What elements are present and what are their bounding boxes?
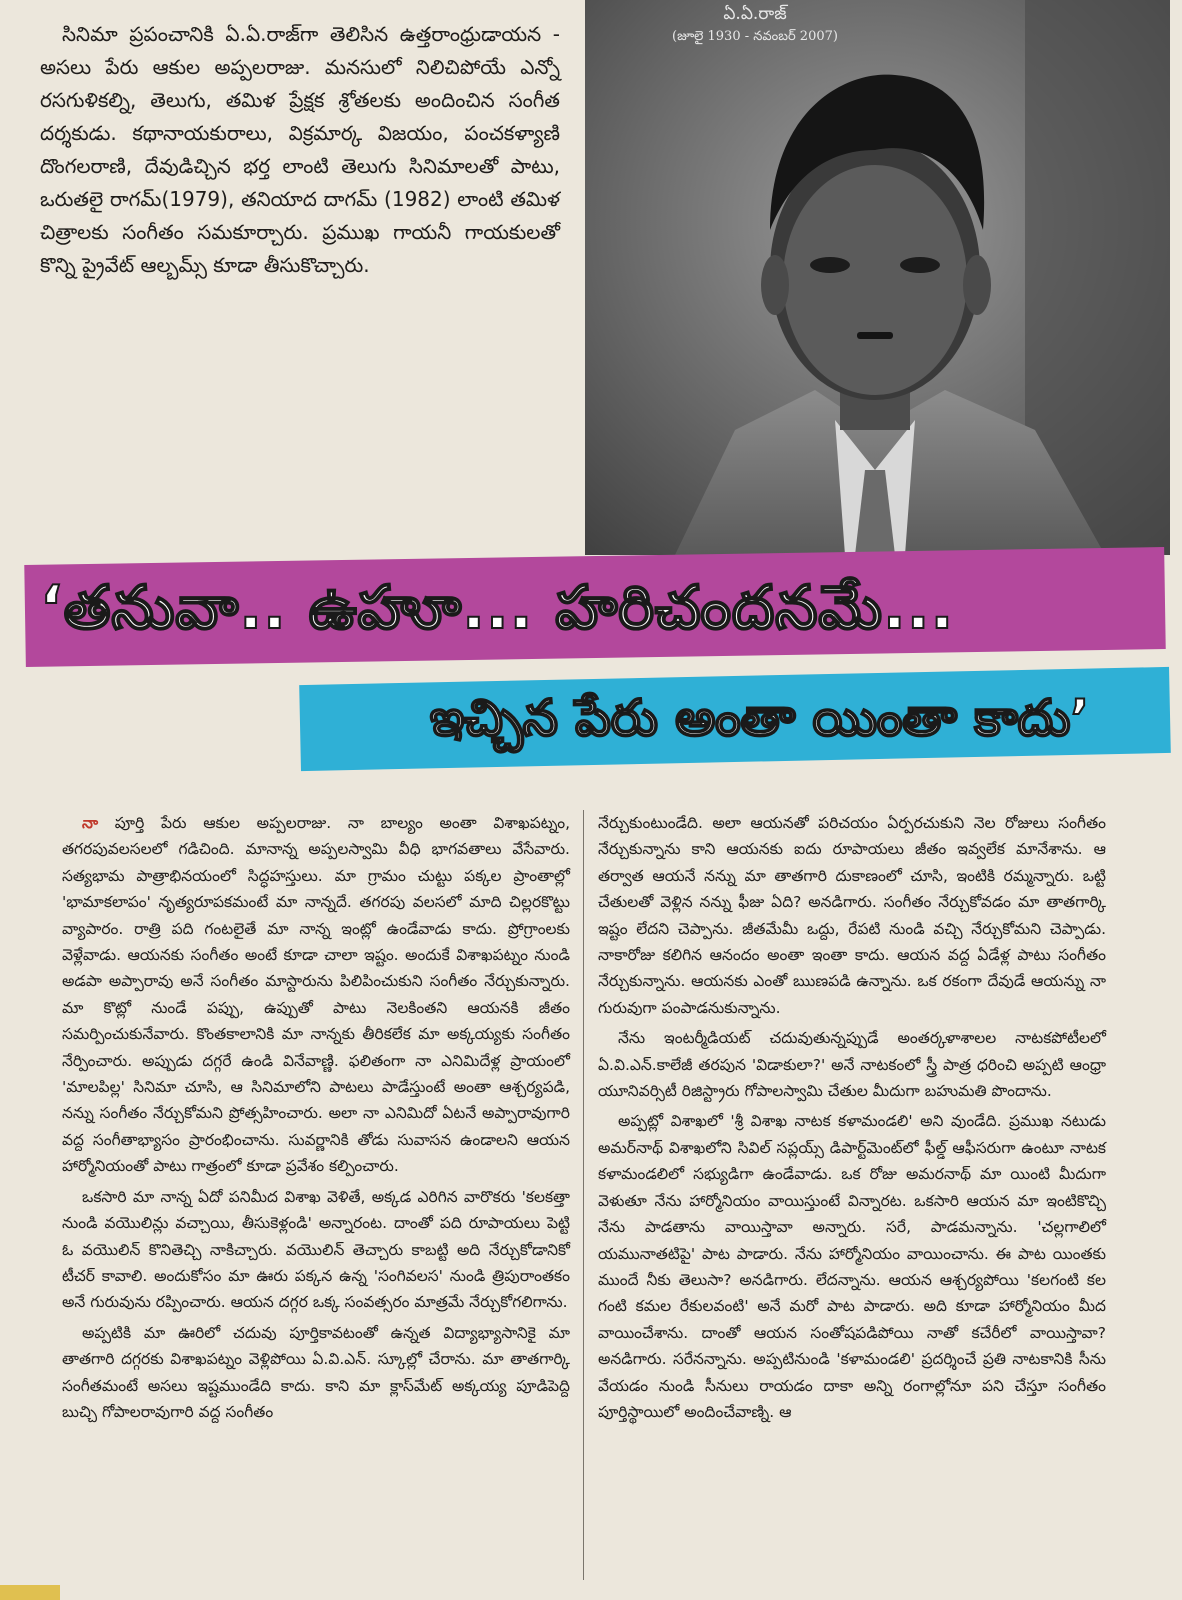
- article-column-right: [598, 810, 1106, 1429]
- portrait-illustration: [585, 0, 1170, 555]
- article-paragraph: నేర్చుకుంటుండేది. అలా ఆయనతో పరిచయం ఏర్పరచుకుని నెల రోజులు సంగీతం నేర్చుకున్నాను కాని ఆయనకు ఐదు రూపాయలు జీతం ఇవ్వలేక మానేశాను. ఆ తర్వాత ఆయనే నన్ను మా తాతగారి దుకాణంలో చూసి, ఇంటికి రమ్మన్నారు. ఒట్టి చేతులతో వెళ్లిన నన్ను ఫీజు ఏది? అనడిగారు. సంగీతం నేర్చుకోవడం మా తాతగార్కి ఇష్టం లేదని చెప్పాను. జీతమేమీ ఒద్దు, రేపటి నుండి వచ్చి నేర్చుకోమని చెప్పాడు. నాకారోజు కలిగిన ఆనందం అంతా ఇంతా కాదు. ఆయన వద్ద ఏడేళ్ల పాటు సంగీతం నేర్చుకున్నాను. ఆయనకు ఎంతో ఋణపడి ఉన్నాను. ఒక రకంగా దేవుడే ఆయన్ను నా గురువుగా పంపాడనుకున్నాను.: [598, 814, 1106, 1017]
- photo-caption-dates: (జూలై 1930 - నవంబర్ 2007): [672, 29, 838, 44]
- intro-paragraph: [40, 18, 560, 282]
- article-paragraph: ఒకసారి మా నాన్న ఏదో పనిమీద విశాఖ వెళితే, అక్కడ ఎరిగిన వారొకరు 'కలకత్తా నుండి వయొలిన్లు వచ్చాయి, తీసుకెళ్లండి' అన్నారంట. దాంతో పది రూపాయలు పెట్టి ఓ వయొలిన్ కొనితెచ్చి నాకిచ్చారు. వయొలిన్ తెచ్చారు కాబట్టి అది నేర్చుకోడానికో టీచర్ కావాలి. అందుకోసం మా ఊరు పక్కన ఉన్న 'సంగివలస' నుండి త్రిపురాంతకం అనే గురువును రప్పించారు. ఆయన దగ్గర ఒక్క సంవత్సరం మాత్రమే నేర్చుకోగలిగాను.: [62, 1187, 570, 1312]
- intro-text: సినిమా ప్రపంచానికి ఏ.ఏ.రాజ్‌గా తెలిసిన ఉత్తరాంధ్రుడాయన - అసలు పేరు ఆకుల అప్పలరాజు. మనసులో నిలిచిపోయే ఎన్నో రసగుళికల్ని, తెలుగు, తమిళ ప్రేక్షక శ్రోతలకు అందించిన సంగీత దర్శకుడు. కథానాయకురాలు, విక్రమార్క విజయం, పంచకళ్యాణి దొంగలరాణి, దేవుడిచ్చిన భర్త లాంటి తెలుగు సినిమాలతో పాటు, ఒరుతలై రాగమ్(1979), తనియాద దాగమ్ (1982) లాంటి తమిళ చిత్రాలకు సంగీతం సమకూర్చారు. ప్రముఖ గాయనీ గాయకులతో కొన్ని ప్రైవేట్ ఆల్బమ్స్ కూడా తీసుకొచ్చారు.: [40, 22, 560, 277]
- article-paragraph: అప్పటికి మా ఊరిలో చదువు పూర్తికావటంతో ఉన్నత విద్యాభ్యాసానికై మా తాతగారి దగ్గరకు విశాఖపట్నం వెళ్లిపోయి ఏ.వి.ఎన్. స్కూల్లో చేరాను. మా తాతగార్కి సంగీతమంటే అసలు ఇష్టముండేది కాదు. కాని మా క్లాస్‌మేట్ అక్కయ్య పూడిపెద్ది బుచ్చి గోపాలరావుగారి వద్ద సంగీతం: [62, 1323, 570, 1421]
- article-paragraph: నేను ఇంటర్మీడియట్ చదువుతున్నప్పుడే అంతర్కళాశాలల నాటకపోటీలలో ఏ.వి.ఎన్.కాలేజీ తరపున 'విడాకులా?' అనే నాటకంలో స్త్రీ పాత్ర ధరించి అప్పటి ఆంధ్రా యూనివర్సిటీ రిజిస్ట్రారు గోపాలస్వామి చేతుల మీదుగా బహుమతి పొందాను.: [598, 1029, 1106, 1101]
- photo-caption-name: ఏ.ఏ.రాజ్: [723, 4, 787, 24]
- headline-line-1: ‘తనువా.. ఉహూ... హరిచందనమే...: [40, 573, 955, 643]
- portrait-photo: [585, 0, 1170, 555]
- article-paragraph: అప్పట్లో విశాఖలో 'శ్రీ విశాఖ నాటక కళామండలి' అని వుండేది. ప్రముఖ నటుడు అమర్‌నాథ్ విశాఖలోని సివిల్ సప్లయ్స్ డిపార్ట్‌మెంట్‌లో ఫీల్డ్ ఆఫీసరుగా ఉంటూ నాటక కళామండలిలో సభ్యుడిగా ఉండేవాడు. ఒక రోజు అమరనాథ్ మా యింటి మీదుగా వెళుతూ నేను హార్మోనియం వాయిస్తుంటే విన్నారట. ఒకసారి ఆయన మా ఇంటికొచ్చి నేను పాడతాను వాయిస్తావా అన్నారు. సరే, పాడమన్నాను. 'చల్లగాలిలో యమునాతటిపై' పాట పాడారు. నేను హార్మోనియం వాయించాను. ఈ పాట యింతకు ముందే నీకు తెలుసా? అనడిగారు. లేదన్నాను. ఆయన ఆశ్చర్యపోయి 'కలగంటి కల గంటి కమల రేకులవంటి' అనే మరో పాట పాడారు. అది కూడా హార్మోనియం మీద వాయించేశాను. దాంతో ఆయన సంతోషపడిపోయి నాతో కచేరీలో వాయిస్తావా? అనడిగారు. సరేనన్నాను. అప్పటినుండి 'కళామండలి' ప్రదర్శించే ప్రతి నాటకానికి సీను వేయడం నుండి సీనులు రాయడం దాకా అన్ని రంగాల్లోనూ పని చేస్తూ సంగీతం పూర్తిస్థాయిలో అందించేవాణ్ని. ఆ: [598, 1112, 1106, 1421]
- article-paragraph-text: పూర్తి పేరు ఆకుల అప్పలరాజు. నా బాల్యం అంతా విశాఖపట్నం, తగరపువలసలలో గడిచింది. మానాన్న అప్పలస్వామి వీధి భాగవతాలు వేసేవారు. సత్యభామ పాత్రాభినయంలో సిద్ధహస్తులు. మా గ్రామం చుట్టు పక్కల ప్రాంతాల్లో 'భామాకలాపం' నృత్యరూపకమంటే మా నాన్నదే. తగరపు వలసలో మాది చిల్లరకొట్టు వ్యాపారం. రాత్రి పది గంటలైతే మా నాన్న ఇంట్లో ఉండేవాడు కాదు. ప్రోగ్రాంలకు వెళ్లేవాడు. ఆయనకు సంగీతం అంటే కూడా చాలా ఇష్టం. అందుకే విశాఖపట్నం నుండి అడపా అప్పారావు అనే సంగీతం మాస్టారును పిలిపించుకుని సంగీతం నేర్చుకున్నారు. మా కొట్లో నుండే పప్పు, ఉప్పుతో పాటు నెలకింతని ఆయనకి జీతం సమర్పించుకునేవారు. కొంతకాలానికి మా నాన్నకు తీరికలేక మా అక్కయ్యకు సంగీతం నేర్పించారు. అప్పుడు దగ్గరే ఉండి వినేవాణ్ణి. ఫలితంగా నా ఎనిమిదేళ్ల ప్రాయంలో 'మాలపిల్ల' సినిమా చూసి, ఆ సినిమాలోని పాటలు పాడేస్తుంటే అంతా ఆశ్చర్యపడి, నన్ను సంగీతం నేర్చుకోమని ప్రోత్సహించారు. అలా నా ఎనిమిదో ఏటనే అప్పారావుగారి వద్ద సంగీతాభ్యాసం ప్రారంభించాను. సువర్ణానికి తోడు సువాసన ఉండాలని ఆయన హార్మోనియంతో పాటు గాత్రంలో కూడా ప్రవేశం కల్పించారు.: [62, 814, 570, 1176]
- column-divider: [583, 810, 584, 1580]
- article-column-left: [62, 810, 570, 1429]
- article-paragraph: [62, 810, 570, 1180]
- dropcap: నా: [82, 814, 99, 832]
- footer-strip: [0, 1585, 1182, 1600]
- headline-line-2: ఇచ్చిన పేరు అంతా యింతా కాదు’: [430, 689, 1090, 747]
- photo-caption: [585, 4, 925, 47]
